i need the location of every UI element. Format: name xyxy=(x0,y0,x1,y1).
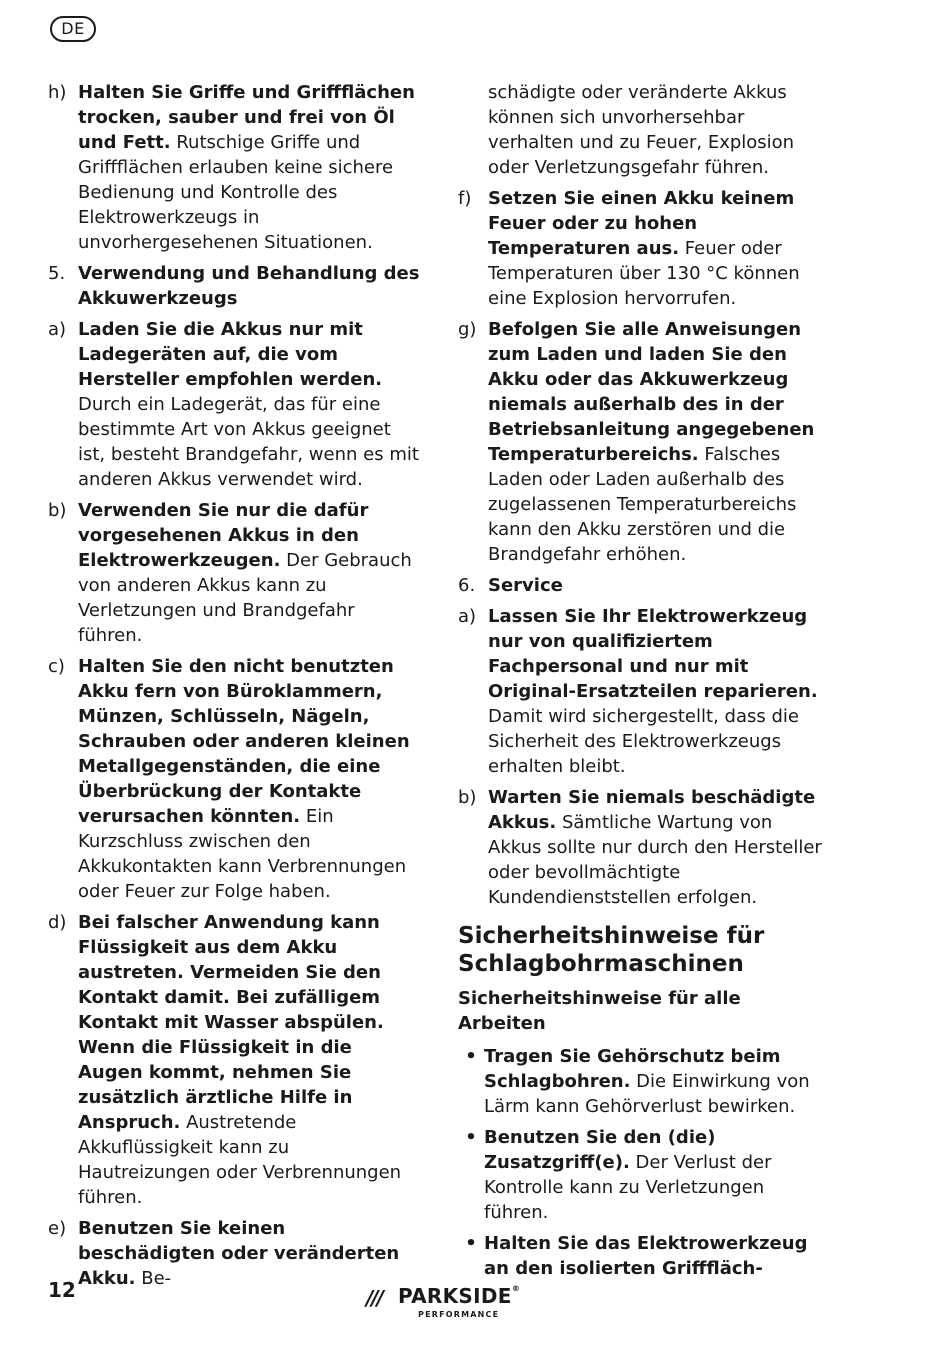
item-bold-text: Lassen Sie Ihr Elektrowerkzeug nur von qualifiziertem Fachpersonal und nur mit Original-Ersatzteilen reparieren. xyxy=(488,606,818,702)
item-marker: a) xyxy=(48,319,67,340)
item-marker: h) xyxy=(48,82,67,103)
item-bold-text: Halten Sie Griffe und Griffflächen trocken, sauber und frei von Öl und Fett. xyxy=(78,82,415,153)
parkside-logo xyxy=(366,1284,521,1322)
bullet-item xyxy=(458,1044,830,1119)
item-bold-text: Halten Sie den nicht benutzten Akku fern von Büroklammern, Münzen, Schlüsseln, Nägeln, Schrauben oder anderen kleinen Metallgegenständen, die eine Überbrückung der Kontakte verursachen könnten. xyxy=(78,656,410,827)
list-item xyxy=(458,317,830,567)
bullet-item xyxy=(458,1125,830,1225)
item-body xyxy=(78,498,420,648)
item-body xyxy=(78,654,420,904)
item-marker: b) xyxy=(458,787,477,808)
item-text: Feuer oder Temperaturen über 130 °C können eine Explosion hervorrufen. xyxy=(488,238,800,309)
item-marker: d) xyxy=(48,912,67,933)
item-bold-text: Tragen Sie Gehörschutz beim Schlagbohren. xyxy=(484,1046,781,1092)
item-body xyxy=(488,317,830,567)
item-bold-text: Warten Sie niemals beschädigte Akkus. xyxy=(488,787,816,833)
item-bold-text: Laden Sie die Akkus nur mit Ladegeräten auf, die vom Hersteller empfohlen werden. xyxy=(78,319,383,390)
item-text: Austretende Akkuflüssigkeit kann zu Hautreizungen oder Verbrennungen führen. xyxy=(78,1112,402,1208)
item-marker: f) xyxy=(458,188,472,209)
item-marker: e) xyxy=(48,1218,67,1239)
item-body xyxy=(78,910,420,1210)
item-body xyxy=(484,1125,830,1225)
item-text: Der Verlust der Kontrolle kann zu Verletzungen führen. xyxy=(484,1152,772,1223)
item-body xyxy=(484,1231,830,1281)
marker-spacer xyxy=(458,80,488,180)
item-bold-text: Benutzen Sie den (die) Zusatzgriff(e). xyxy=(484,1127,716,1173)
item-bold-text: Service xyxy=(488,575,563,596)
item-body xyxy=(488,785,830,910)
bullet-marker: • xyxy=(465,1233,477,1254)
list-item xyxy=(458,604,830,779)
section-heading: Sicherheitshinweise für Schlagbohrmaschinen xyxy=(458,923,765,977)
bullet-item xyxy=(458,1231,830,1281)
item-bold-text: Setzen Sie einen Akku keinem Feuer oder zu hohen Temperaturen aus. xyxy=(488,188,795,259)
right-column xyxy=(458,80,830,1287)
item-marker: 6. xyxy=(458,575,476,596)
list-item xyxy=(48,317,420,492)
item-marker: a) xyxy=(458,606,477,627)
section-heading-item xyxy=(458,573,830,598)
logo-registered-mark: ® xyxy=(511,1284,521,1293)
item-text: Falsches Laden oder Laden außerhalb des zugelassenen Temperaturbereichs kann den Akku zerstören und die Brandgefahr erhöhen. xyxy=(488,444,797,565)
item-body xyxy=(484,1044,830,1119)
item-body xyxy=(78,261,420,311)
item-marker: g) xyxy=(458,319,477,340)
item-body xyxy=(488,573,830,598)
item-body xyxy=(78,317,420,492)
item-marker: 5. xyxy=(48,263,66,284)
item-body xyxy=(78,80,420,255)
item-text: Die Einwirkung von Lärm kann Gehörverlust bewirken. xyxy=(484,1071,810,1117)
item-bold-text: Halten Sie das Elektrowerkzeug an den isolierten Grifffläch- xyxy=(484,1233,808,1279)
item-text: schädigte oder veränderte Akkus können sich unvorhersehbar verhalten und zu Feuer, Explosion oder Verletzungsgefahr führen. xyxy=(488,82,795,178)
item-text: Be- xyxy=(135,1268,172,1289)
item-bold-text: Verwenden Sie nur die dafür vorgesehenen Akkus in den Elektrowerkzeugen. xyxy=(78,500,369,571)
list-item xyxy=(48,654,420,904)
logo-brand-text: PARKSIDE xyxy=(398,1284,512,1308)
item-text: Durch ein Ladegerät, das für eine bestimmte Art von Akkus geeignet ist, besteht Brandgefahr, wenn es mit anderen Akkus verwendet wird. xyxy=(78,394,419,490)
item-text: Ein Kurzschluss zwischen den Akkukontakten kann Verbrennungen oder Feuer zur Folge haben. xyxy=(78,806,407,902)
item-bold-text: Verwendung und Behandlung des Akkuwerkzeugs xyxy=(78,263,420,309)
list-item xyxy=(48,910,420,1210)
list-item xyxy=(48,80,420,255)
continuation-paragraph xyxy=(458,80,830,180)
section-heading-item xyxy=(48,261,420,311)
list-item xyxy=(458,785,830,910)
item-bold-text: Benutzen Sie keinen beschädigten oder veränderten Akku. xyxy=(78,1218,400,1289)
item-bold-text: Bei falscher Anwendung kann Flüssigkeit aus dem Akku austreten. Vermeiden Sie den Kontakt damit. Bei zufälligem Kontakt mit Wasser abspülen. Wenn die Flüssigkeit in die Augen kommt, nehmen Sie zusätzlich ärztliche Hilfe in Anspruch. xyxy=(78,912,384,1133)
item-text: Sämtliche Wartung von Akkus sollte nur durch den Hersteller oder bevollmächtigte Kundendienststellen erfolgen. xyxy=(488,812,822,908)
list-item xyxy=(458,186,830,311)
item-text: Rutschige Griffe und Griffflächen erlauben keine sichere Bedienung und Kontrolle des Elektrowerkzeugs in unvorhergesehenen Situationen. xyxy=(78,132,394,253)
list-item xyxy=(48,1216,420,1291)
language-badge: DE xyxy=(50,16,96,42)
item-marker: b) xyxy=(48,500,67,521)
logo-brand xyxy=(398,1284,520,1308)
bullet-marker: • xyxy=(465,1127,477,1148)
logo-slashes: /// xyxy=(366,1286,382,1310)
bullet-marker: • xyxy=(465,1046,477,1067)
item-text: Damit wird sichergestellt, dass die Sicherheit des Elektrowerkzeugs erhalten bleibt. xyxy=(488,706,799,777)
item-marker: c) xyxy=(48,656,65,677)
item-body xyxy=(78,1216,420,1291)
left-column xyxy=(48,80,420,1297)
item-text: Der Gebrauch von anderen Akkus kann zu Verletzungen und Brandgefahr führen. xyxy=(78,550,412,646)
list-item xyxy=(48,498,420,648)
item-bold-text: Befolgen Sie alle Anweisungen zum Laden und laden Sie den Akku oder das Akkuwerkzeug niemals außerhalb des in der Betriebsanleitung angegebenen Temperaturbereichs. xyxy=(488,319,815,465)
item-body xyxy=(488,186,830,311)
item-body xyxy=(488,604,830,779)
page-number: 12 xyxy=(48,1278,76,1302)
logo-subtitle: PERFORMANCE xyxy=(418,1310,500,1319)
sub-heading: Sicherheitshinweise für alle Arbeiten xyxy=(458,988,741,1034)
